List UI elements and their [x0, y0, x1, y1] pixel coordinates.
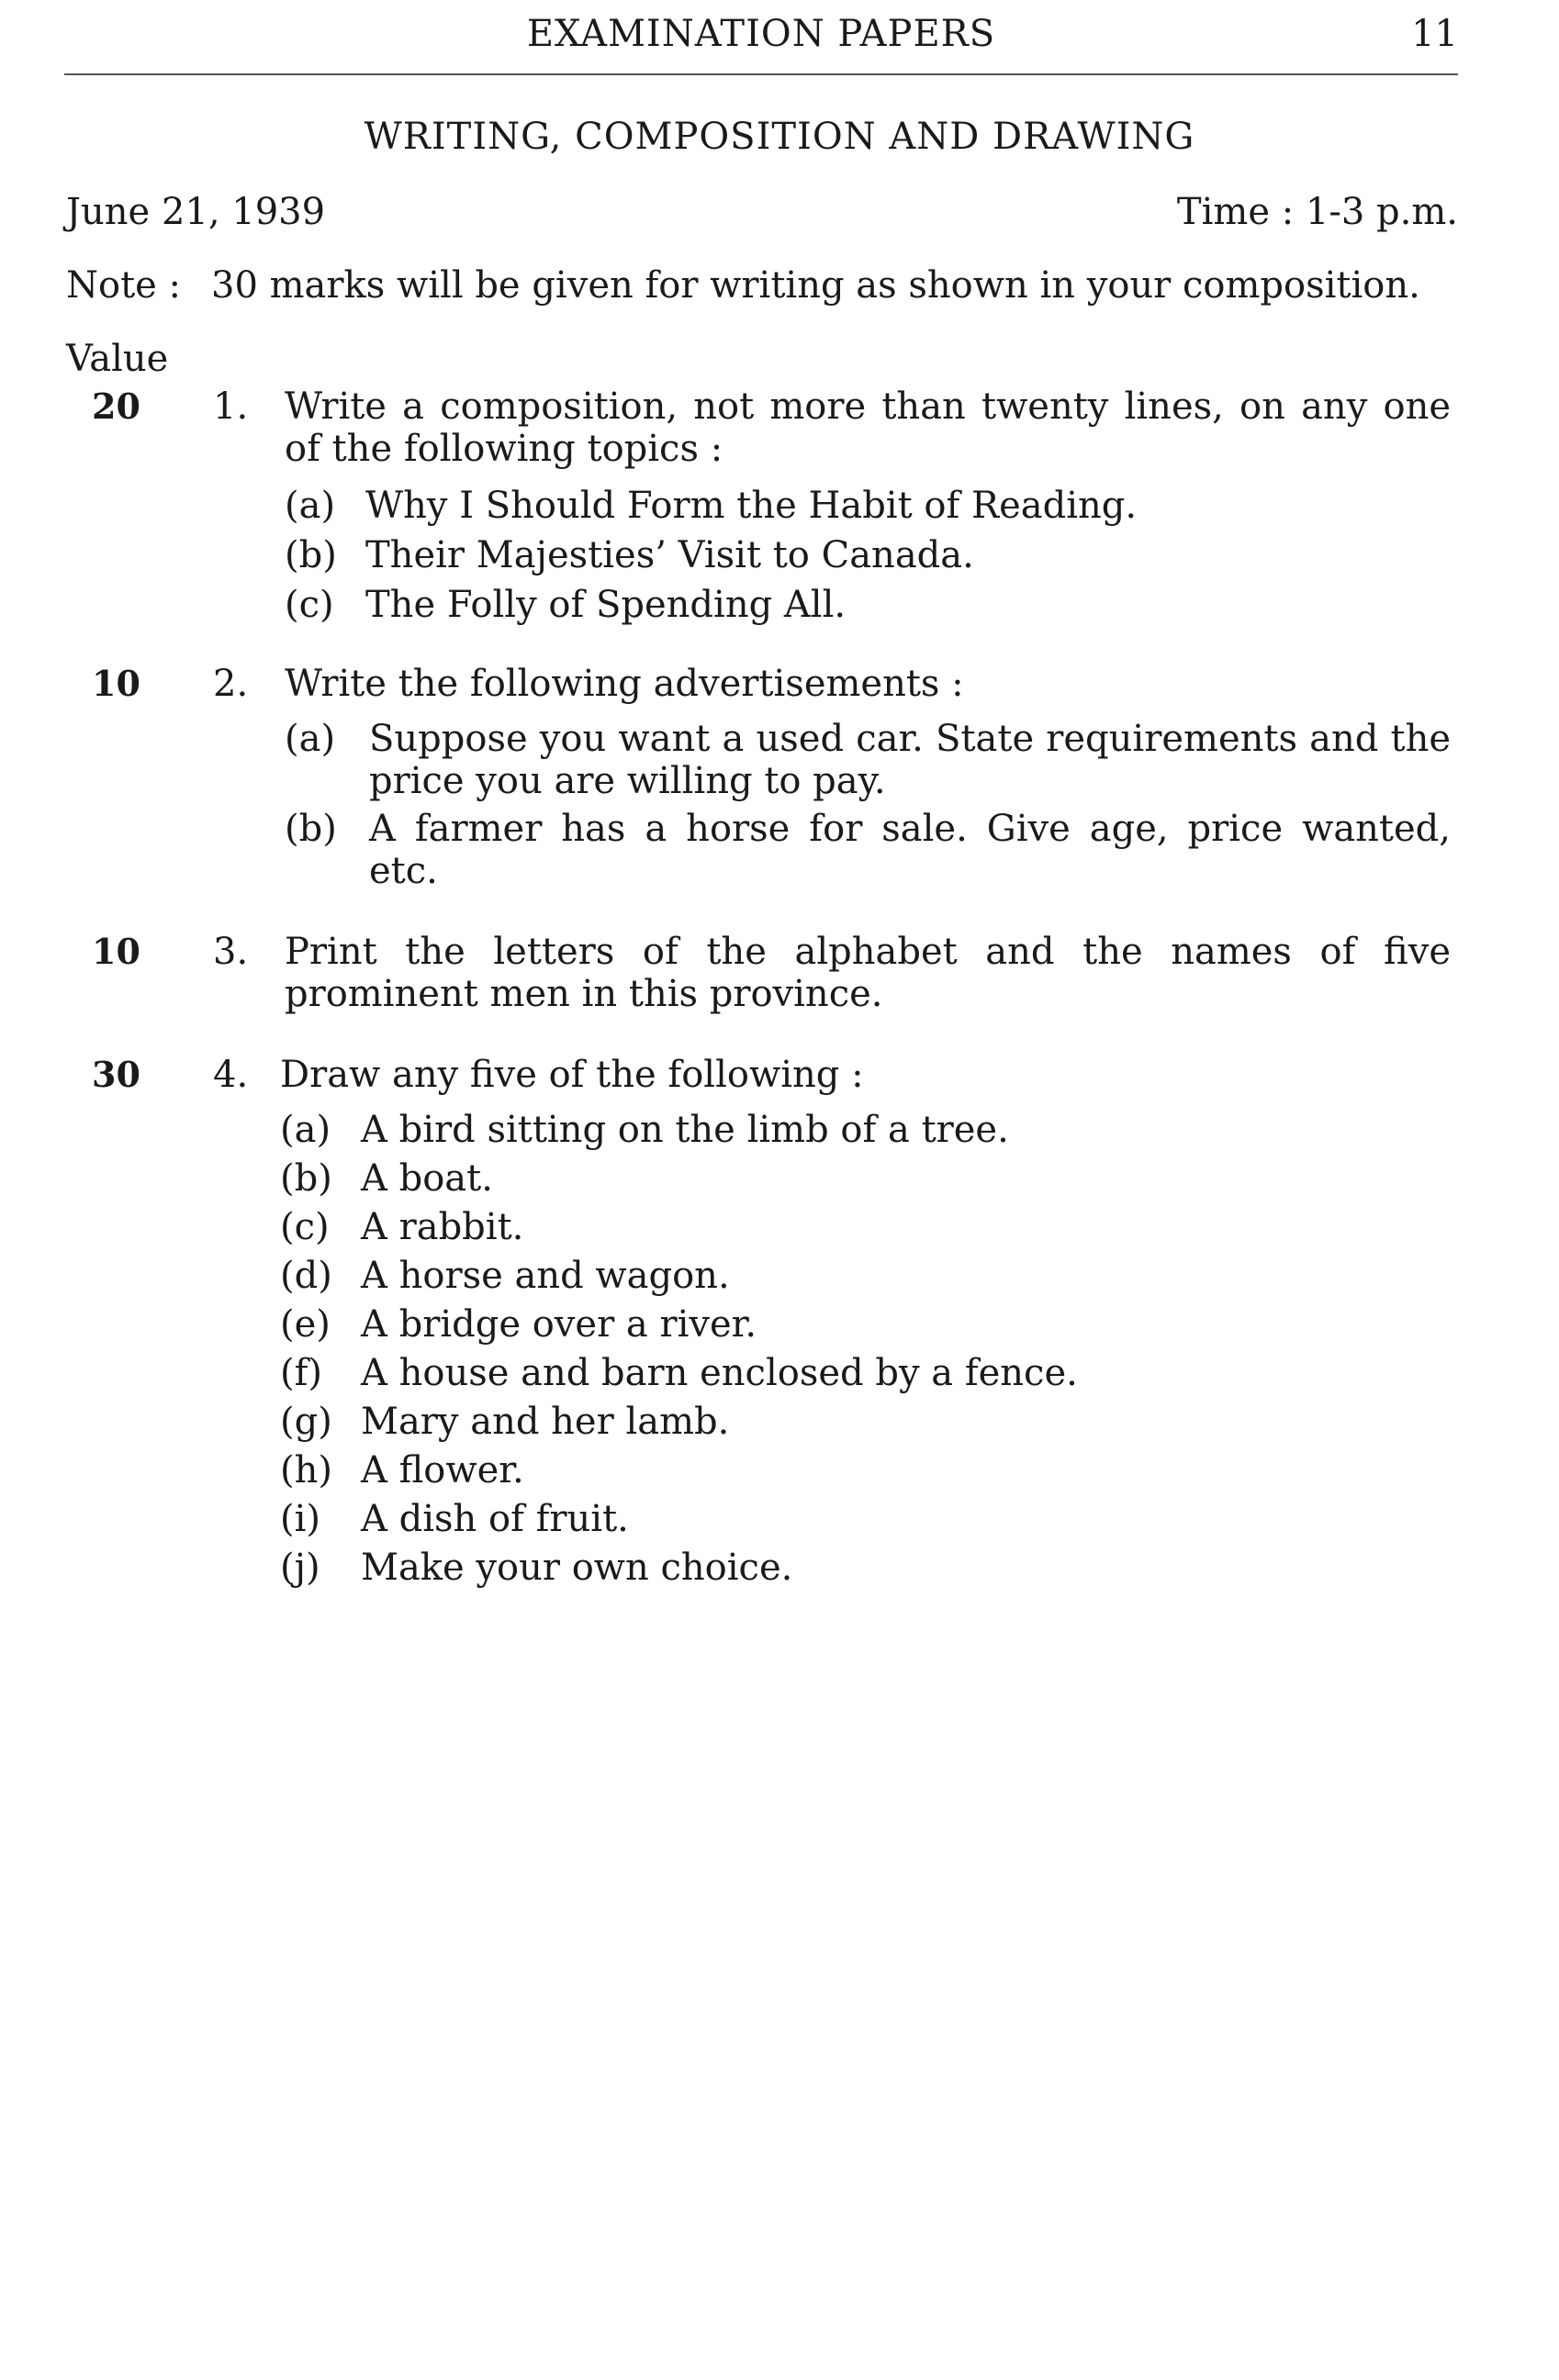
list-item: [280, 1352, 1078, 1394]
item-text: Make your own choice.: [361, 1547, 793, 1589]
item-text: Their Majesties’ Visit to Canada.: [365, 534, 974, 576]
exam-date: June 21, 1939: [66, 191, 326, 233]
item-label: (a): [285, 718, 336, 760]
question-number: 3.: [213, 931, 249, 973]
question-value: 10: [92, 931, 140, 972]
list-item: [285, 584, 846, 626]
item-text: A dish of fruit.: [361, 1498, 629, 1540]
list-item: [280, 1449, 524, 1492]
list-item: [280, 1303, 757, 1346]
list-item: [285, 808, 1451, 892]
question-text: Draw any five of the following :: [280, 1054, 864, 1096]
item-label: (b): [280, 1157, 332, 1200]
item-label: (g): [280, 1401, 332, 1443]
list-item: [280, 1157, 493, 1200]
list-item: [280, 1547, 792, 1589]
value-heading: Value: [66, 338, 169, 380]
section-title: WRITING, COMPOSITION AND DRAWING: [364, 116, 1195, 158]
question-text: Print the letters of the alphabet and the names of five prominent men in this province.: [285, 931, 1451, 1015]
item-text: A farmer has a horse for sale. Give age, price wanted, etc.: [369, 808, 1451, 892]
item-label: (j): [280, 1547, 320, 1589]
list-item: [285, 485, 1137, 527]
exam-time: Time : 1-3 p.m.: [1176, 191, 1458, 233]
list-item: [280, 1206, 523, 1248]
item-label: (e): [280, 1303, 331, 1346]
question-value: 20: [92, 385, 140, 427]
list-item: [285, 534, 974, 576]
page-number: 11: [1411, 13, 1458, 55]
item-text: A house and barn enclosed by a fence.: [361, 1352, 1078, 1394]
item-label: (h): [280, 1449, 332, 1492]
question-text: Write the following advertisements :: [285, 663, 964, 705]
page-header: [64, 13, 1458, 64]
note-text: 30 marks will be given for writing as shown in your composition.: [211, 264, 1420, 307]
item-label: (a): [280, 1109, 331, 1151]
item-label: (i): [280, 1498, 321, 1540]
item-text: The Folly of Spending All.: [365, 584, 847, 626]
question-value: 10: [92, 663, 140, 704]
list-item: [280, 1401, 729, 1443]
item-label: (a): [285, 485, 336, 527]
item-text: A rabbit.: [361, 1206, 524, 1248]
item-text: A flower.: [361, 1449, 524, 1492]
item-text: A bridge over a river.: [361, 1303, 757, 1346]
question-number: 1.: [213, 385, 249, 428]
question-text: Write a composition, not more than twenty lines, on any one of the following topics :: [285, 385, 1451, 470]
item-text: A boat.: [361, 1157, 493, 1200]
header-rule: [64, 73, 1458, 75]
item-label: (b): [285, 534, 337, 576]
running-title: EXAMINATION PAPERS: [526, 13, 996, 55]
item-label: (f): [280, 1352, 323, 1394]
item-text: A bird sitting on the limb of a tree.: [361, 1109, 1009, 1151]
list-item: [280, 1109, 1009, 1151]
item-text: Why I Should Form the Habit of Reading.: [365, 485, 1138, 527]
question-number: 4.: [213, 1054, 249, 1096]
note-label: Note :: [66, 264, 182, 307]
list-item: [285, 718, 1451, 802]
item-text: Suppose you want a used car. State requirements and the price you are willing to pay.: [369, 718, 1451, 802]
list-item: [280, 1498, 629, 1540]
item-label: (c): [280, 1206, 330, 1248]
item-label: (c): [285, 584, 334, 626]
item-label: (b): [285, 808, 337, 850]
question-value: 30: [92, 1054, 140, 1095]
item-text: Mary and her lamb.: [361, 1401, 730, 1443]
item-label: (d): [280, 1255, 332, 1297]
question-number: 2.: [213, 663, 249, 705]
item-text: A horse and wagon.: [361, 1255, 730, 1297]
list-item: [280, 1255, 730, 1297]
